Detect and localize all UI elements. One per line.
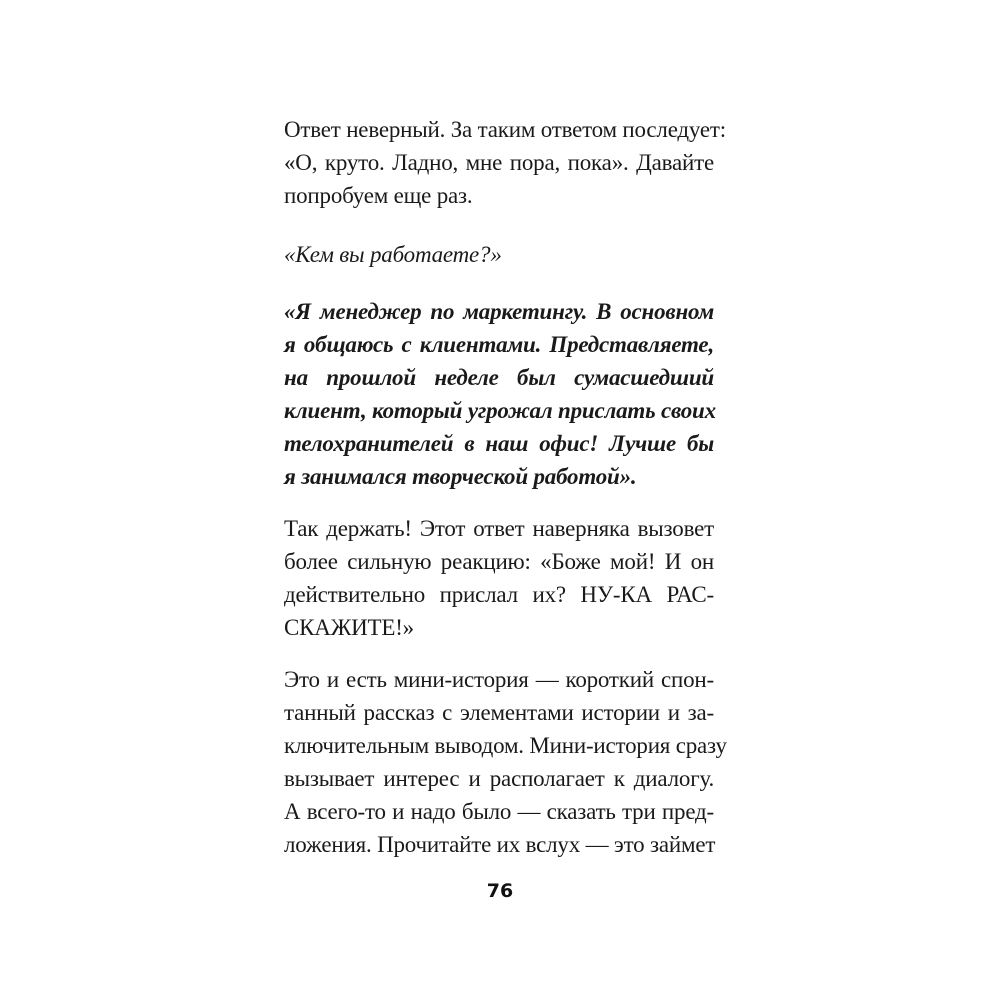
page-number: 76 <box>486 880 514 902</box>
text-line: я занимался творческой работой». <box>284 464 637 489</box>
text-line: телохранителей в наш офис! Лучше бы <box>284 431 714 456</box>
text-line: А всего-то и надо было — сказать три пред- <box>284 799 714 824</box>
paragraph-1 <box>284 113 726 212</box>
text-line: более сильную реакцию: «Боже мой! И он <box>284 549 714 574</box>
text-line: попробуем еще раз. <box>284 183 473 208</box>
text-line: ложения. Прочитайте их вслух — это займет <box>284 832 716 857</box>
text-line: вызывает интерес и располагает к диалогу. <box>284 766 714 791</box>
text-line: на прошлой неделе был сумасшедший <box>284 365 714 390</box>
text-line: танный рассказ с элементами истории и за- <box>284 700 714 725</box>
paragraph-3-answer <box>284 295 714 493</box>
text-line: «Я менеджер по маркетингу. В основном <box>284 299 714 324</box>
text-line: ключительным выводом. Мини-история сразу <box>284 733 727 758</box>
text-line: «Кем вы работаете?» <box>284 242 502 267</box>
paragraph-5 <box>284 663 727 861</box>
paragraph-4 <box>284 512 714 644</box>
text-line: СКАЖИТЕ!» <box>284 615 414 640</box>
text-line: Ответ неверный. За таким ответом последует: <box>284 117 726 142</box>
text-line: я общаюсь с клиентами. Представляете, <box>284 332 714 357</box>
text-line: «О, круто. Ладно, мне пора, пока». Давайте <box>284 150 714 175</box>
text-line: клиент, который угрожал прислать своих <box>284 398 716 423</box>
text-line: действительно прислал их? НУ-КА РАС- <box>284 582 714 607</box>
paragraph-2-question <box>284 238 714 271</box>
text-line: Так держать! Этот ответ наверняка вызовет <box>284 516 714 541</box>
text-line: Это и есть мини-история — короткий спон- <box>284 667 714 692</box>
